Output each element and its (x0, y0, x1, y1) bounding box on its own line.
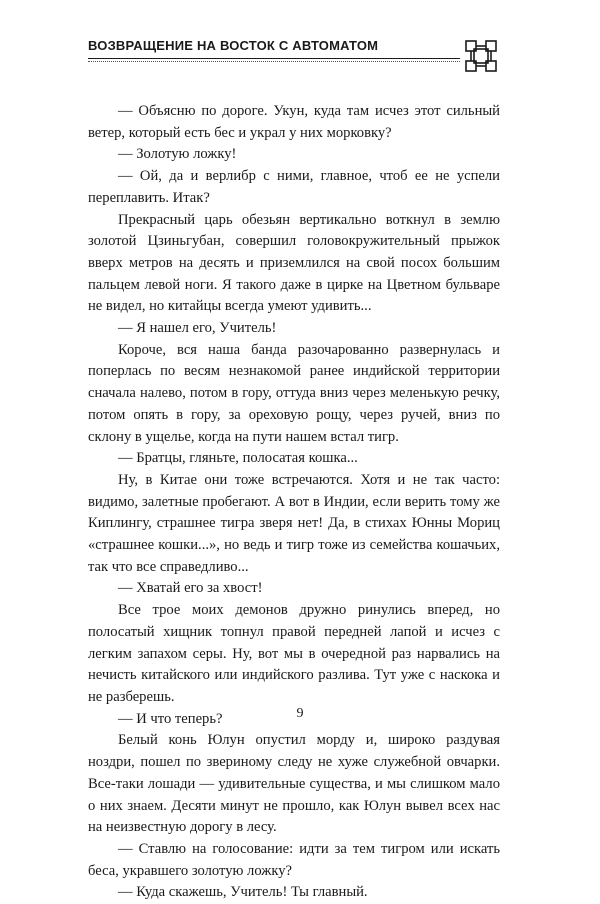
paragraph: — Золотую ложку! (118, 146, 237, 163)
header-rule-dotted (88, 61, 460, 62)
paragraph: Прекрасный царь обезьян вертикально воткнул в землю золотой Цзиньгубан, совершил головокружительный прыжок вверх метров на десять и приземлился на свой посох большим пальцем левой ноги. Я такого даже в цирке на Цветном бульваре не видел, но китайцы всегда умеют удивить... (88, 211, 500, 315)
paragraph: Белый конь Юлун опустил морду и, широко раздувая ноздри, пошел по звериному следу не хуже служебной овчарки. Все-таки лошади — удивительные существа, и мы слишком мало о них знаем. Десяти минут не прошло, как Юлун вывел всех нас на неизвестную дорогу в лесу. (88, 732, 500, 836)
header-rule (88, 58, 460, 59)
paragraph: — Хватай его за хвост! (118, 580, 263, 597)
running-header: ВОЗВРАЩЕНИЕ НА ВОСТОК С АВТОМАТОМ (88, 38, 379, 53)
paragraph: — Куда скажешь, Учитель! Ты главный. (118, 884, 368, 901)
paragraph: Короче, вся наша банда разочарованно развернулась и поперлась по весям незнакомой ранее индийской территории сначала налево, потом в гору, оттуда вниз через меленькую речку, потом опять в гору, за ореховую рощу, через ручей, вниз по склону в ущелье, когда на пути нашем встал тигр. (88, 341, 500, 445)
paragraph: — Братцы, гляньте, полосатая кошка... (118, 450, 358, 467)
paragraph: — Объясню по дороге. Укун, куда там исчез этот сильный ветер, который есть бес и украл у них морковку? (88, 103, 500, 141)
paragraph: — Ставлю на голосование: идти за тем тигром или искать беса, укравшего золотую ложку? (88, 840, 500, 879)
page-number: 9 (296, 706, 304, 721)
knot-ornament-icon (463, 38, 499, 74)
paragraph: Ну, в Китае они тоже встречаются. Хотя и не так часто: видимо, залетные пробегают. А вот в Индии, если верить тому же Киплингу, страшнее тигра зверя нет! Да, в стихах Юнны Мориц «страшнее кошки...», но ведь и тигр тоже из семейства кошачьих, так что все справедливо... (88, 471, 500, 575)
paragraph: — Ой, да и верлибр с ними, главное, чтоб ее не успели переплавить. Итак? (88, 168, 500, 206)
paragraph: Все трое моих демонов дружно ринулись вперед, но полосатый хищник топнул правой передней лапой и исчез с легким запахом серы. Ну, вот мы в очередной раз нарвались на нечисть китайского или индийского разлива. Тут уже с наскока и не разберешь. (88, 602, 500, 705)
paragraph: — И что теперь? (118, 710, 223, 727)
paragraph: — Я нашел его, Учитель! (118, 320, 277, 337)
body-text (88, 101, 500, 904)
